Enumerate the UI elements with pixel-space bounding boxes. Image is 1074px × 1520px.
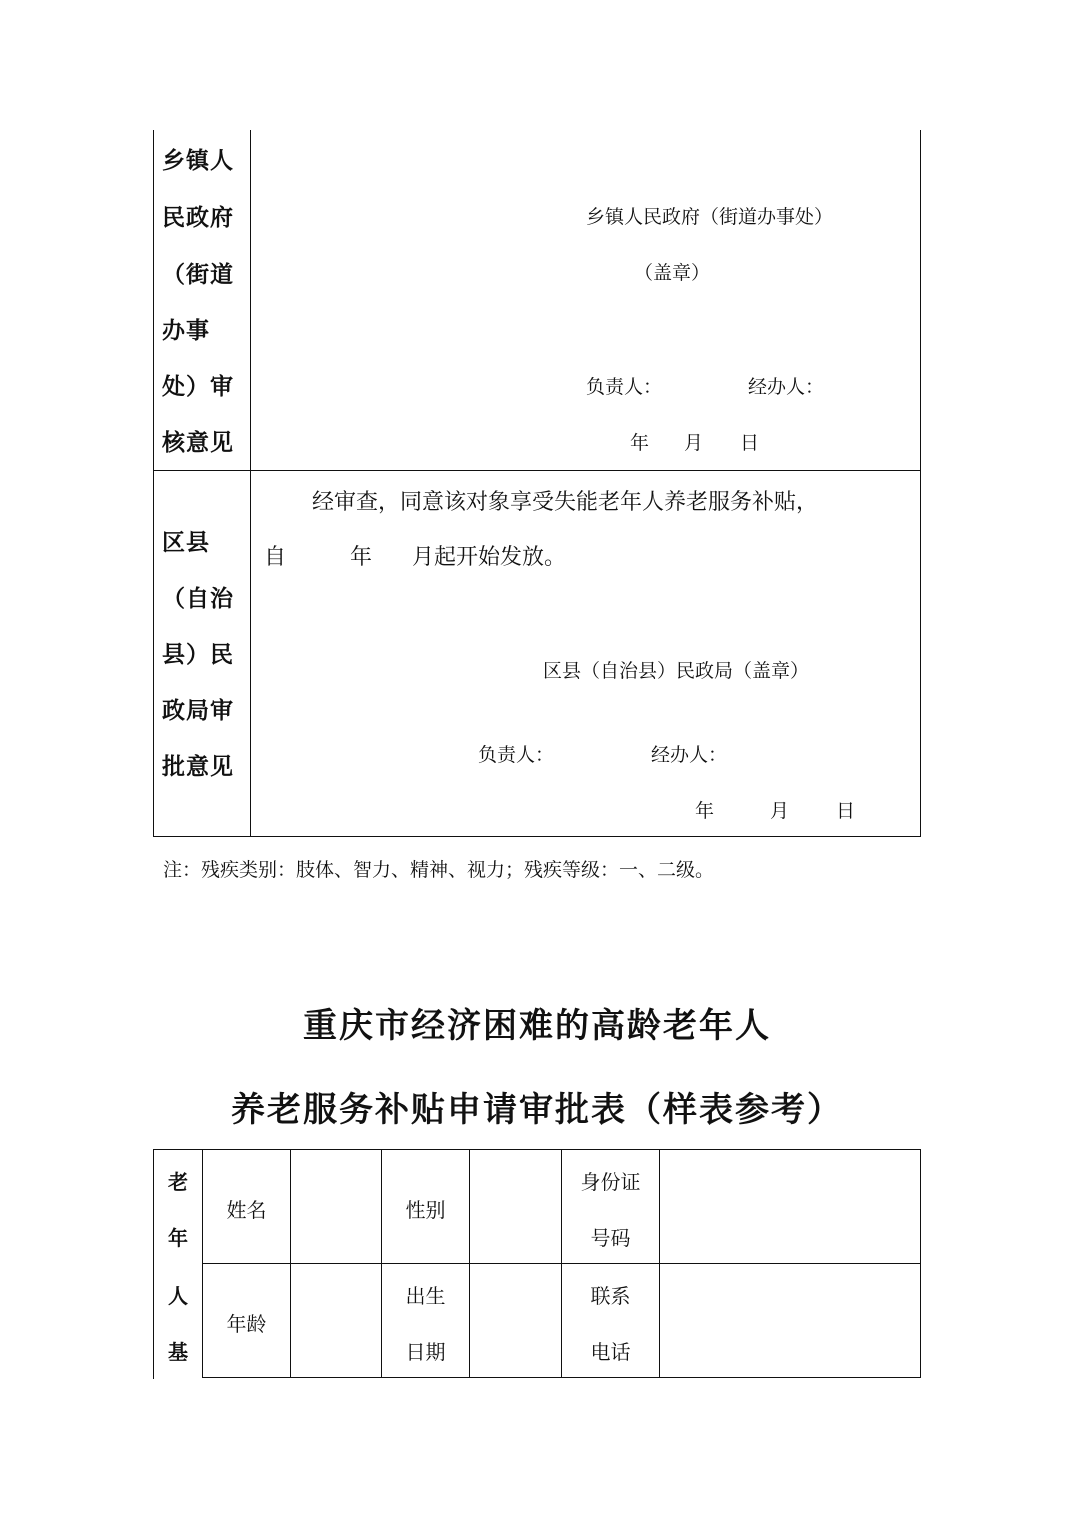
district-label-line: 县）民 (162, 641, 234, 668)
township-date-year: 年 (630, 432, 650, 454)
side-label-char: 基 (168, 1340, 188, 1364)
district-approval-month-start: 月起开始发放。 (412, 545, 567, 570)
table-top-bottom-border (153, 836, 921, 837)
gender-value-cell[interactable] (470, 1150, 561, 1263)
age-label: 年龄 (226, 1312, 267, 1336)
form-title-line2: 养老服务补贴申请审批表（样表参考） (231, 1090, 843, 1130)
district-label-line: 区县 (162, 529, 210, 556)
district-date-year: 年 (695, 800, 715, 822)
footnote: 注：残疾类别：肢体、智力、精神、视力；残疾等级：一、二级。 (163, 859, 715, 881)
district-leader-label: 负责人： (478, 744, 555, 766)
side-label-char: 老 (168, 1170, 188, 1194)
phone-label-line: 联系 (590, 1284, 631, 1308)
age-value-cell[interactable] (291, 1264, 381, 1377)
township-seal-org: 乡镇人民政府（街道办事处） (586, 206, 834, 228)
township-seal-mark: （盖章） (634, 262, 711, 284)
side-label-char: 年 (168, 1226, 188, 1250)
township-date-month: 月 (684, 432, 704, 454)
township-label-line: 办事 (162, 317, 210, 344)
side-label-char: 人 (168, 1284, 188, 1308)
township-label-line: 乡镇人 (162, 147, 234, 174)
district-label-line: 政局审 (162, 697, 234, 724)
township-label-line: 核意见 (162, 429, 234, 456)
township-label-line: （街道 (162, 261, 234, 288)
township-label-line: 处）审 (162, 373, 234, 400)
id-value-cell[interactable] (660, 1150, 920, 1263)
birth-value-cell[interactable] (470, 1264, 561, 1377)
gender-label: 性别 (405, 1198, 446, 1222)
township-handler-label: 经办人： (748, 376, 825, 398)
township-date-day: 日 (740, 432, 760, 454)
birth-label-line: 日期 (405, 1340, 446, 1364)
form-title-line1: 重庆市经济困难的高龄老年人 (303, 1006, 771, 1046)
district-approval-text: 经审查，同意该对象享受失能老年人养老服务补贴， (312, 490, 819, 515)
table-top-left-border (153, 130, 154, 837)
name-value-cell[interactable] (291, 1150, 381, 1263)
table-row-divider (153, 470, 921, 471)
township-leader-label: 负责人： (586, 376, 663, 398)
township-label-line: 民政府 (162, 204, 234, 231)
district-handler-label: 经办人： (651, 744, 728, 766)
birth-label-line: 出生 (405, 1284, 446, 1308)
table-top-divider-vertical (250, 130, 251, 837)
phone-label-line: 电话 (590, 1340, 631, 1364)
id-label-line: 号码 (590, 1226, 631, 1250)
district-label-line: （自治 (162, 585, 234, 612)
district-approval-year: 年 (350, 545, 373, 570)
info-table-right-border (920, 1149, 921, 1378)
district-approval-from: 自 (264, 545, 287, 570)
district-date-month: 月 (770, 800, 790, 822)
district-seal-org: 区县（自治县）民政局（盖章） (543, 660, 810, 682)
name-label: 姓名 (226, 1198, 267, 1222)
district-label-line: 批意见 (162, 753, 234, 780)
district-date-day: 日 (836, 800, 856, 822)
phone-value-cell[interactable] (660, 1264, 920, 1377)
table-top-right-border (920, 130, 921, 837)
id-label-line: 身份证 (580, 1170, 641, 1194)
info-table-col-divider (202, 1149, 203, 1378)
